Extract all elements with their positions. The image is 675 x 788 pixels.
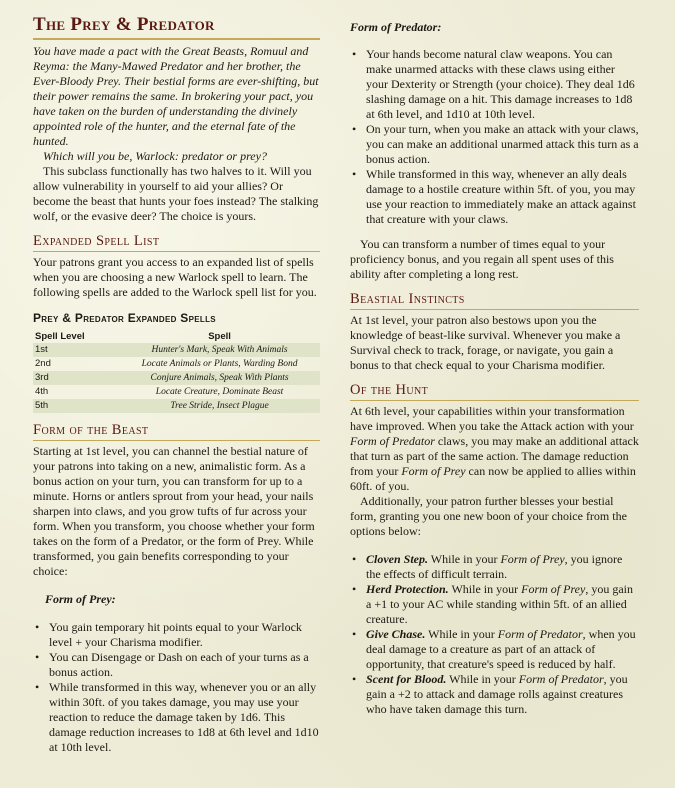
list-item: • You can Disengage or Dash on each of your turns as a bonus action. (35, 650, 309, 679)
spell-names-cell: Hunter's Mark, Speak With Animals (119, 343, 320, 357)
boon-give-chase: • Give Chase. While in your Form of Predator, when you deal damage to a creature as part of an attack of opportunity, that creature's speed is reduced by half. (352, 627, 636, 671)
spell-level-cell: 3rd (33, 371, 119, 385)
boon-herd-protection: • Herd Protection. While in your Form of Prey, you gain a +1 to your AC while standing within 5ft. of an allied creature. (352, 582, 633, 626)
bullet-icon: • (352, 47, 357, 61)
list-item: • While transformed in this way, whenever an ally deals damage to a hostile creature within 5ft. of you, you may use your reaction to immediately make an attack against that creature with your claws. (352, 167, 636, 226)
spell-level-cell: 1st (33, 343, 119, 357)
bullet-icon: • (35, 650, 40, 664)
form-of-the-beast-text: Starting at 1st level, you can channel the bestial nature of your patrons into taking on a new, animalistic form. As a bonus action on your turn, you can transform for up to a minute. Horns or antlers sprout from your head, your nails sharpen into claws, and you grow tufts of fur across your form. When you transform, you choose whether your form takes on the form of a Predator, or the form of Prey. While transformed, you gain benefits corresponding to your choice: (33, 444, 315, 578)
spell-table-header-level: Spell Level (35, 331, 85, 342)
bullet-icon: • (35, 680, 40, 694)
spell-level-cell: 5th (33, 399, 119, 413)
list-item: • While transformed in this way, whenever you or an ally within 30ft. of you takes damage, you may use your reaction to reduce the damage taken by 1d6. This damage reduction increases to 1d8 at 6th level and 1d10 at 10th level. (35, 680, 319, 754)
transform-uses-text: You can transform a number of times equal to your proficiency bonus, and you regain all spent uses of this ability after completing a long rest. (350, 237, 614, 281)
spell-table-row (33, 371, 320, 385)
spell-names-cell: Locate Creature, Dominate Beast (155, 387, 284, 397)
list-item: • On your turn, when you make an attack with your claws, you can make an additional unarmed attack this turn as a bonus action. (352, 122, 639, 166)
bullet-icon: • (352, 672, 357, 686)
form-of-predator-list (350, 47, 639, 227)
intro-question: Which will you be, Warlock: predator or prey? (43, 149, 267, 163)
boon-list (350, 552, 639, 717)
bullet-icon: • (352, 552, 357, 566)
bullet-icon: • (35, 620, 40, 634)
spell-level-cell: 4th (35, 386, 49, 397)
beastial-instincts-text: At 1st level, your patron also bestows upon you the knowledge of beast-like survival. Whenever you make a Survival check to track, forage, or navigate, you gain a bonus to that check equal to your Charisma modifier. (350, 313, 621, 372)
of-the-hunt-heading: Of the Hunt (350, 382, 639, 401)
spell-table-row (33, 399, 320, 413)
bullet-icon: • (352, 582, 357, 596)
left-column (33, 14, 320, 755)
spell-level-cell: 2nd (35, 358, 51, 369)
bullet-icon: • (352, 627, 357, 641)
list-item: • You gain temporary hit points equal to your Warlock level + your Charisma modifier. (35, 620, 302, 649)
expanded-spell-list-heading: Expanded Spell List (33, 233, 320, 252)
spell-table-row (33, 343, 320, 357)
bullet-icon: • (352, 122, 357, 136)
spell-table-caption: Prey & Predator Expanded Spells (33, 311, 216, 325)
intro-flavor-text: You have made a pact with the Great Beasts, Romuul and Reyma: the Many-Mawed Predator and her brother, the Ever-Bloody Prey. Their bestial forms are ever-shifting, but their power remains the same. In brokering your pact, you have taken on the burden of understanding the divinely appointed role of the hunter, and the eternal fate of the hunted. (33, 44, 319, 148)
right-column (350, 14, 639, 717)
bullet-icon: • (352, 167, 357, 181)
form-of-prey-heading: Form of Prey: (45, 592, 116, 606)
spell-names-cell: Locate Animals or Plants, Warding Bond (141, 359, 298, 369)
of-the-hunt-text: At 6th level, your capabilities within your transformation have improved. When you take the Attack action with your Form of Predator claws, you may make an additional attack that turn as part of the same action. The damage reduction from your Form of Prey can now be applied to allies within 60ft. of you. (350, 404, 639, 493)
spell-names-cell: Conjure Animals, Speak With Plants (119, 371, 320, 385)
spell-table (33, 330, 320, 413)
spell-table-row (33, 357, 320, 371)
form-of-predator-heading: Form of Predator: (350, 20, 442, 34)
of-the-hunt-boon-intro: Additionally, your patron further blesses your bestial form, granting you one new boon of your choice from the options below: (350, 494, 627, 538)
list-item: • Your hands become natural claw weapons. You can make unarmed attacks with these claws using either your Dexterity or Strength (your choice). They deal 1d6 slashing damage on a hit. This damage increases to 1d8 at 6th level, and 1d10 at 10th level. (352, 47, 635, 121)
form-of-prey-list (33, 620, 320, 755)
boon-cloven-step: • Cloven Step. While in your Form of Prey, you ignore the effects of difficult terrain. (352, 552, 623, 581)
spell-table-header-spell: Spell (208, 331, 231, 342)
page-title: The Prey & Predator (33, 14, 320, 40)
expanded-spell-list-text: Your patrons grant you access to an expanded list of spells when you are choosing a new Warlock spell to learn. The following spells are added to the Warlock spell list for you. (33, 255, 317, 299)
spell-table-row (33, 385, 320, 399)
boon-scent-for-blood: • Scent for Blood. While in your Form of Predator, you gain a +2 to attack and damage rolls against creatures who have taken damage this turn. (352, 672, 628, 716)
intro-body: This subclass functionally has two halves to it. Will you allow vulnerability in yourself to aid your allies? Or become the beast that hunts your foes instead? The stalking wolf, or the evasive deer? The choice is yours. (33, 164, 319, 223)
form-of-the-beast-heading: Form of the Beast (33, 422, 320, 441)
spell-names-cell: Tree Stride, Insect Plague (119, 399, 320, 413)
beastial-instincts-heading: Beastial Instincts (350, 291, 639, 310)
